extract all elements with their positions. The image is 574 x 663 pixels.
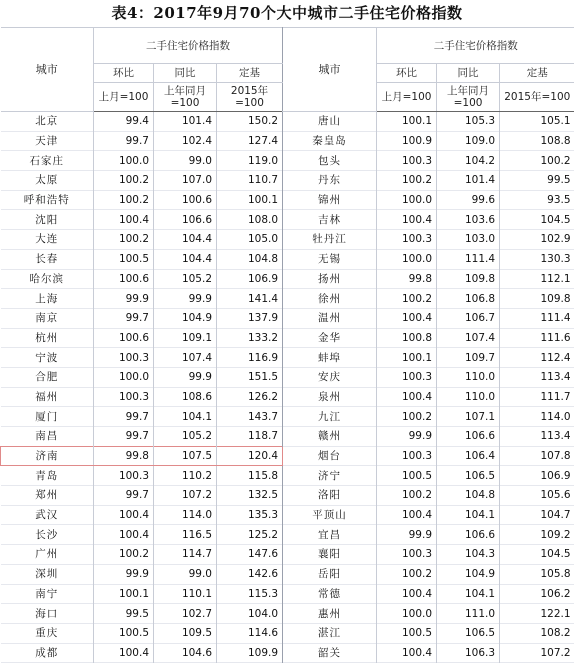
mom-cell-right: 100.4 (377, 387, 437, 407)
base-cell-left: 116.9 (217, 348, 283, 368)
city-cell-right: 烟台 (283, 446, 377, 466)
yoy-cell-left: 107.5 (154, 446, 217, 466)
mom-cell-left: 100.3 (94, 466, 154, 486)
yoy-cell-right: 106.5 (437, 466, 500, 486)
mom-cell-left: 99.7 (94, 407, 154, 427)
mom-cell-right: 100.3 (377, 230, 437, 250)
mom-cell-left: 100.4 (94, 525, 154, 545)
mom-cell-left: 100.1 (94, 584, 154, 604)
base-cell-left: 114.6 (217, 623, 283, 643)
base-cell-right: 99.5 (500, 171, 574, 191)
table-row (1, 151, 574, 171)
base-cell-left: 119.0 (217, 151, 283, 171)
city-cell-right: 丹东 (283, 171, 377, 191)
mom-cell-left: 99.7 (94, 308, 154, 328)
base-header-right: 定基 (500, 64, 574, 83)
yoy-cell-right: 109.8 (437, 269, 500, 289)
yoy-cell-right: 101.4 (437, 171, 500, 191)
price-index-table (0, 27, 574, 663)
mom-cell-left: 99.7 (94, 131, 154, 151)
mom-cell-left: 100.2 (94, 171, 154, 191)
mom-cell-left: 100.2 (94, 190, 154, 210)
mom-cell-right: 99.9 (377, 427, 437, 447)
city-cell-right: 安庆 (283, 367, 377, 387)
base-cell-left: 141.4 (217, 289, 283, 309)
base-cell-right: 105.8 (500, 564, 574, 584)
mom-cell-left: 100.2 (94, 230, 154, 250)
city-cell-left: 大连 (1, 230, 94, 250)
mom-cell-left: 100.0 (94, 367, 154, 387)
mom-cell-left: 99.9 (94, 289, 154, 309)
mom-cell-left: 100.6 (94, 269, 154, 289)
yoy-cell-left: 99.9 (154, 367, 217, 387)
table-row (1, 623, 574, 643)
yoy-cell-left: 107.2 (154, 486, 217, 506)
header-row-group (1, 28, 574, 64)
city-cell-left: 郑州 (1, 486, 94, 506)
base-baseline-left: 2015年=100 (217, 83, 283, 112)
city-cell-right: 锦州 (283, 190, 377, 210)
mom-cell-right: 100.2 (377, 171, 437, 191)
yoy-cell-left: 114.7 (154, 545, 217, 565)
city-cell-right: 金华 (283, 328, 377, 348)
base-cell-right: 107.2 (500, 643, 574, 663)
table-row (1, 308, 574, 328)
city-cell-left: 太原 (1, 171, 94, 191)
city-header-right: 城市 (283, 28, 377, 112)
yoy-cell-right: 99.6 (437, 190, 500, 210)
table-row (1, 328, 574, 348)
city-cell-left: 哈尔滨 (1, 269, 94, 289)
city-cell-right: 济宁 (283, 466, 377, 486)
city-cell-right: 吉林 (283, 210, 377, 230)
yoy-cell-right: 109.7 (437, 348, 500, 368)
table-row (1, 466, 574, 486)
yoy-cell-left: 104.9 (154, 308, 217, 328)
base-cell-left: 127.4 (217, 131, 283, 151)
mom-cell-left: 99.8 (94, 446, 154, 466)
city-cell-right: 包头 (283, 151, 377, 171)
mom-cell-right: 100.4 (377, 210, 437, 230)
yoy-cell-right: 107.4 (437, 328, 500, 348)
city-cell-right: 扬州 (283, 269, 377, 289)
base-cell-left: 108.0 (217, 210, 283, 230)
base-cell-right: 104.5 (500, 545, 574, 565)
yoy-cell-left: 116.5 (154, 525, 217, 545)
yoy-cell-right: 104.1 (437, 505, 500, 525)
base-cell-right: 111.4 (500, 308, 574, 328)
table-row (1, 604, 574, 624)
city-cell-left: 厦门 (1, 407, 94, 427)
yoy-cell-right: 106.4 (437, 446, 500, 466)
city-cell-left: 广州 (1, 545, 94, 565)
city-cell-left: 上海 (1, 289, 94, 309)
yoy-cell-left: 102.7 (154, 604, 217, 624)
yoy-cell-right: 103.0 (437, 230, 500, 250)
city-cell-right: 牡丹江 (283, 230, 377, 250)
mom-cell-right: 100.3 (377, 545, 437, 565)
base-cell-left: 115.8 (217, 466, 283, 486)
mom-header-right: 环比 (377, 64, 437, 83)
yoy-cell-right: 106.5 (437, 623, 500, 643)
mom-cell-left: 100.6 (94, 328, 154, 348)
base-cell-right: 112.4 (500, 348, 574, 368)
mom-cell-right: 100.0 (377, 190, 437, 210)
city-cell-right: 无锡 (283, 249, 377, 269)
mom-cell-left: 100.4 (94, 505, 154, 525)
yoy-header-left: 同比 (154, 64, 217, 83)
base-cell-left: 137.9 (217, 308, 283, 328)
mom-cell-right: 100.8 (377, 328, 437, 348)
base-cell-right: 111.7 (500, 387, 574, 407)
table-row (1, 584, 574, 604)
mom-cell-left: 100.0 (94, 151, 154, 171)
city-header-left: 城市 (1, 28, 94, 112)
mom-cell-right: 100.4 (377, 643, 437, 663)
base-cell-right: 109.8 (500, 289, 574, 309)
mom-cell-right: 100.2 (377, 486, 437, 506)
base-cell-right: 93.5 (500, 190, 574, 210)
table-row (1, 486, 574, 506)
city-cell-right: 温州 (283, 308, 377, 328)
mom-cell-right: 100.1 (377, 348, 437, 368)
city-cell-left: 成都 (1, 643, 94, 663)
yoy-cell-left: 99.0 (154, 564, 217, 584)
base-cell-right: 122.1 (500, 604, 574, 624)
table-row (1, 230, 574, 250)
base-cell-left: 115.3 (217, 584, 283, 604)
yoy-cell-left: 104.4 (154, 230, 217, 250)
base-cell-right: 108.2 (500, 623, 574, 643)
base-cell-right: 114.0 (500, 407, 574, 427)
city-cell-right: 泉州 (283, 387, 377, 407)
base-cell-right: 105.6 (500, 486, 574, 506)
table-body (1, 112, 574, 663)
city-cell-right: 九江 (283, 407, 377, 427)
table-row (1, 367, 574, 387)
mom-cell-left: 100.3 (94, 348, 154, 368)
yoy-cell-left: 114.0 (154, 505, 217, 525)
mom-cell-right: 100.0 (377, 604, 437, 624)
mom-cell-right: 100.3 (377, 367, 437, 387)
base-cell-left: 100.1 (217, 190, 283, 210)
city-cell-right: 常德 (283, 584, 377, 604)
city-cell-right: 蚌埠 (283, 348, 377, 368)
base-cell-left: 126.2 (217, 387, 283, 407)
city-cell-left: 合肥 (1, 367, 94, 387)
mom-cell-right: 100.2 (377, 289, 437, 309)
yoy-baseline-left: 上年同月=100 (154, 83, 217, 112)
table-row (1, 171, 574, 191)
group-header-right: 二手住宅价格指数 (377, 28, 574, 64)
base-cell-right: 130.3 (500, 249, 574, 269)
base-cell-left: 135.3 (217, 505, 283, 525)
city-cell-left: 重庆 (1, 623, 94, 643)
table-row (1, 210, 574, 230)
mom-header-left: 环比 (94, 64, 154, 83)
city-cell-left: 长沙 (1, 525, 94, 545)
yoy-cell-left: 106.6 (154, 210, 217, 230)
city-cell-left: 石家庄 (1, 151, 94, 171)
city-cell-left: 长春 (1, 249, 94, 269)
base-cell-right: 108.8 (500, 131, 574, 151)
mom-cell-right: 100.2 (377, 564, 437, 584)
city-cell-left: 南宁 (1, 584, 94, 604)
yoy-cell-right: 106.6 (437, 525, 500, 545)
yoy-cell-left: 104.6 (154, 643, 217, 663)
base-cell-right: 100.2 (500, 151, 574, 171)
table-row (1, 387, 574, 407)
city-cell-right: 湛江 (283, 623, 377, 643)
city-cell-right: 赣州 (283, 427, 377, 447)
mom-cell-right: 100.4 (377, 505, 437, 525)
base-cell-left: 133.2 (217, 328, 283, 348)
yoy-cell-right: 109.0 (437, 131, 500, 151)
table-row (1, 407, 574, 427)
mom-cell-left: 100.5 (94, 623, 154, 643)
yoy-header-right: 同比 (437, 64, 500, 83)
base-cell-left: 143.7 (217, 407, 283, 427)
city-cell-right: 宜昌 (283, 525, 377, 545)
base-cell-right: 106.9 (500, 466, 574, 486)
mom-cell-left: 100.5 (94, 249, 154, 269)
mom-cell-right: 100.1 (377, 112, 437, 132)
yoy-cell-left: 110.1 (154, 584, 217, 604)
city-cell-left: 济南 (1, 446, 94, 466)
table-row (1, 249, 574, 269)
mom-cell-right: 100.3 (377, 151, 437, 171)
mom-cell-right: 100.4 (377, 308, 437, 328)
mom-cell-left: 100.3 (94, 387, 154, 407)
table-row (1, 446, 574, 466)
city-cell-left: 深圳 (1, 564, 94, 584)
mom-cell-left: 99.5 (94, 604, 154, 624)
yoy-cell-left: 108.6 (154, 387, 217, 407)
city-cell-left: 南京 (1, 308, 94, 328)
base-cell-right: 111.6 (500, 328, 574, 348)
base-cell-left: 106.9 (217, 269, 283, 289)
city-cell-left: 青岛 (1, 466, 94, 486)
city-cell-right: 唐山 (283, 112, 377, 132)
yoy-cell-left: 109.5 (154, 623, 217, 643)
base-cell-right: 113.4 (500, 367, 574, 387)
base-cell-left: 150.2 (217, 112, 283, 132)
yoy-cell-right: 105.3 (437, 112, 500, 132)
table-row (1, 348, 574, 368)
city-cell-right: 岳阳 (283, 564, 377, 584)
mom-baseline-left: 上月=100 (94, 83, 154, 112)
city-cell-left: 沈阳 (1, 210, 94, 230)
yoy-cell-right: 110.0 (437, 387, 500, 407)
mom-baseline-right: 上月=100 (377, 83, 437, 112)
base-cell-right: 104.7 (500, 505, 574, 525)
mom-cell-left: 100.4 (94, 643, 154, 663)
mom-cell-right: 100.3 (377, 446, 437, 466)
mom-cell-right: 100.5 (377, 466, 437, 486)
base-cell-right: 106.2 (500, 584, 574, 604)
base-cell-right: 112.1 (500, 269, 574, 289)
base-cell-right: 113.4 (500, 427, 574, 447)
table-row (1, 525, 574, 545)
table-row (1, 269, 574, 289)
table-row (1, 505, 574, 525)
mom-cell-left: 100.4 (94, 210, 154, 230)
yoy-cell-right: 104.9 (437, 564, 500, 584)
yoy-cell-left: 99.9 (154, 289, 217, 309)
table-row (1, 112, 574, 132)
base-cell-left: 105.0 (217, 230, 283, 250)
yoy-cell-right: 104.8 (437, 486, 500, 506)
base-cell-right: 105.1 (500, 112, 574, 132)
yoy-cell-left: 99.0 (154, 151, 217, 171)
base-cell-left: 118.7 (217, 427, 283, 447)
yoy-cell-right: 104.1 (437, 584, 500, 604)
table-row (1, 427, 574, 447)
yoy-cell-left: 109.1 (154, 328, 217, 348)
mom-cell-left: 100.2 (94, 545, 154, 565)
yoy-cell-right: 106.8 (437, 289, 500, 309)
base-cell-right: 104.5 (500, 210, 574, 230)
base-cell-left: 142.6 (217, 564, 283, 584)
base-cell-right: 109.2 (500, 525, 574, 545)
mom-cell-right: 100.9 (377, 131, 437, 151)
yoy-cell-right: 111.0 (437, 604, 500, 624)
city-cell-left: 福州 (1, 387, 94, 407)
yoy-cell-left: 102.4 (154, 131, 217, 151)
base-cell-right: 102.9 (500, 230, 574, 250)
city-cell-right: 秦皇岛 (283, 131, 377, 151)
mom-cell-right: 99.8 (377, 269, 437, 289)
table-row (1, 643, 574, 663)
base-cell-left: 104.8 (217, 249, 283, 269)
yoy-cell-left: 104.4 (154, 249, 217, 269)
yoy-cell-right: 107.1 (437, 407, 500, 427)
yoy-cell-right: 106.6 (437, 427, 500, 447)
yoy-cell-left: 101.4 (154, 112, 217, 132)
base-cell-left: 109.9 (217, 643, 283, 663)
table-title: 表4：2017年9月70个大中城市二手住宅价格指数 (0, 0, 574, 26)
mom-cell-left: 99.7 (94, 486, 154, 506)
base-cell-left: 120.4 (217, 446, 283, 466)
yoy-cell-left: 110.2 (154, 466, 217, 486)
city-cell-left: 北京 (1, 112, 94, 132)
yoy-cell-right: 110.0 (437, 367, 500, 387)
mom-cell-left: 99.7 (94, 427, 154, 447)
base-baseline-right: 2015年=100 (500, 83, 574, 112)
yoy-cell-right: 106.7 (437, 308, 500, 328)
city-cell-right: 洛阳 (283, 486, 377, 506)
yoy-cell-left: 107.4 (154, 348, 217, 368)
base-cell-left: 132.5 (217, 486, 283, 506)
mom-cell-left: 99.4 (94, 112, 154, 132)
base-header-left: 定基 (217, 64, 283, 83)
table-row (1, 564, 574, 584)
yoy-cell-left: 100.6 (154, 190, 217, 210)
yoy-cell-left: 107.0 (154, 171, 217, 191)
yoy-cell-left: 104.1 (154, 407, 217, 427)
yoy-cell-right: 103.6 (437, 210, 500, 230)
city-cell-right: 平顶山 (283, 505, 377, 525)
city-cell-right: 徐州 (283, 289, 377, 309)
city-cell-left: 呼和浩特 (1, 190, 94, 210)
base-cell-left: 151.5 (217, 367, 283, 387)
table-row (1, 289, 574, 309)
yoy-cell-left: 105.2 (154, 269, 217, 289)
base-cell-left: 110.7 (217, 171, 283, 191)
table-row (1, 545, 574, 565)
city-cell-left: 海口 (1, 604, 94, 624)
base-cell-right: 107.8 (500, 446, 574, 466)
group-header-left: 二手住宅价格指数 (94, 28, 283, 64)
yoy-cell-right: 106.3 (437, 643, 500, 663)
city-cell-left: 杭州 (1, 328, 94, 348)
yoy-cell-right: 104.2 (437, 151, 500, 171)
city-cell-right: 韶关 (283, 643, 377, 663)
city-cell-right: 惠州 (283, 604, 377, 624)
city-cell-right: 襄阳 (283, 545, 377, 565)
yoy-cell-left: 105.2 (154, 427, 217, 447)
mom-cell-right: 100.0 (377, 249, 437, 269)
city-cell-left: 天津 (1, 131, 94, 151)
table-row (1, 131, 574, 151)
mom-cell-right: 99.9 (377, 525, 437, 545)
city-cell-left: 武汉 (1, 505, 94, 525)
base-cell-left: 147.6 (217, 545, 283, 565)
mom-cell-right: 100.2 (377, 407, 437, 427)
yoy-cell-right: 104.3 (437, 545, 500, 565)
yoy-cell-right: 111.4 (437, 249, 500, 269)
base-cell-left: 104.0 (217, 604, 283, 624)
mom-cell-left: 99.9 (94, 564, 154, 584)
mom-cell-right: 100.5 (377, 623, 437, 643)
city-cell-left: 南昌 (1, 427, 94, 447)
mom-cell-right: 100.4 (377, 584, 437, 604)
yoy-baseline-right: 上年同月=100 (437, 83, 500, 112)
base-cell-left: 125.2 (217, 525, 283, 545)
table-row (1, 190, 574, 210)
city-cell-left: 宁波 (1, 348, 94, 368)
